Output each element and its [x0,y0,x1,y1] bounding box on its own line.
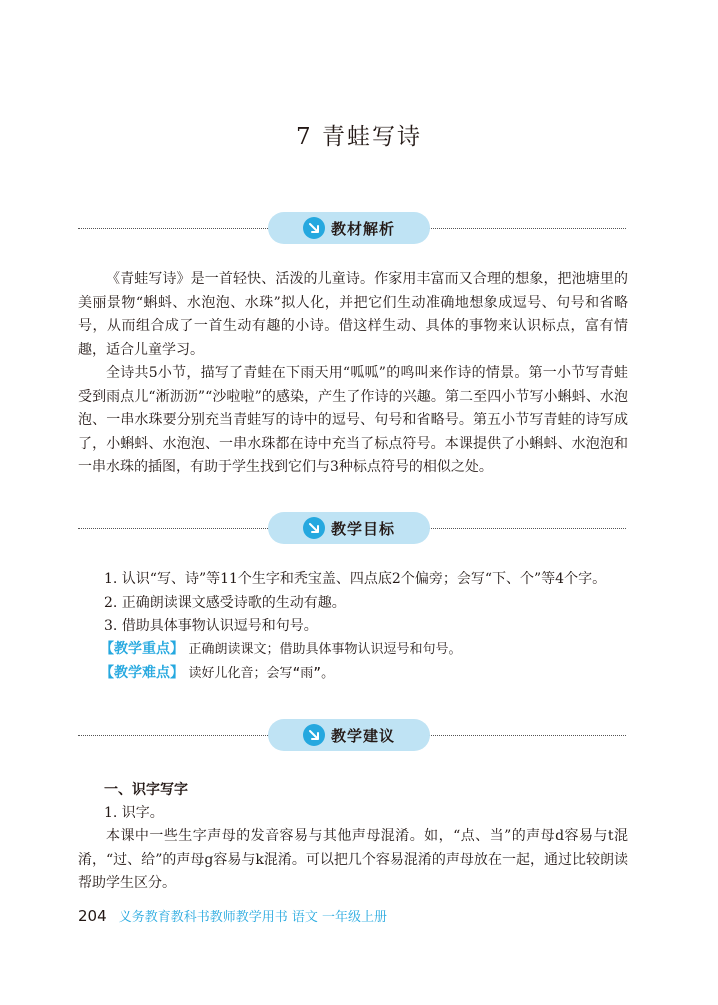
section-pill [268,719,430,751]
difficulty-row [100,662,640,686]
goals-highlights [100,638,640,685]
section-header-analysis [78,212,626,246]
suggestion-paragraph: 本课中一些生字声母的发音容易与其他声母混淆。如，“点、当”的声母d容易与t混淆，“过、给”的声母g容易与k混淆。可以把几个容易混淆的声母放在一起，通过比较朗读帮助学生区分。 [78,828,628,891]
suggestion-item-1: 1. 识字。 [104,805,164,821]
page-title: 7 青蛙写诗 [296,124,422,150]
goal-item-1: 1. 认识“写、诗”等11个生字和秃宝盖、四点底2个偏旁；会写“下、个”等4个字。 [104,571,607,587]
section-title: 教学建议 [330,726,395,745]
page-number: 204 [78,907,107,925]
goal-item-2: 2. 正确朗读课文感受诗歌的生动有趣。 [104,594,346,611]
goal-item-3: 3. 借助具体事物认识逗号和句号。 [104,618,318,634]
analysis-paragraph-1: 《青蛙写诗》是一首轻快、活泼的儿童诗。作家用丰富而又合理的想象，把池塘里的美丽景物“蝌蚪、水泡泡、水珠”拟人化，并把它们生动准确地想象成逗号、句号和省略号，从而组合成了一首生动有趣的小诗。借这样生动、具体的事物来认识标点，富有情趣，适合儿童学习。 [78,271,628,358]
subheading: 一、识字写字 [104,782,188,798]
difficulty-label: 【教学难点】 [100,664,184,681]
section-pill [268,212,430,244]
arrow-down-right-icon [303,724,325,746]
page-footer [78,906,387,925]
key-point-label: 【教学重点】 [100,641,184,657]
key-point-text: 正确朗读课文；借助具体事物认识逗号和句号。 [188,642,462,657]
key-point-row [100,638,640,662]
section-title: 教学目标 [330,519,395,538]
arrow-down-right-icon [303,517,325,539]
section-pill [268,512,430,544]
difficulty-text: 读好儿化音；会写“雨”。 [188,665,335,681]
analysis-paragraph-2: 全诗共5小节，描写了青蛙在下雨天用“呱呱”的鸣叫来作诗的情景。第一小节写青蛙受到雨点儿“淅沥沥”“沙啦啦”的感染，产生了作诗的兴趣。第二至四小节写小蝌蚪、水泡泡、一串水珠要分别充当青蛙写的诗中的逗号、句号和省略号。第五小节写青蛙的诗写成了，小蝌蚪、水泡泡、一串水珠都在诗中充当了标点符号。本课提供了小蝌蚪、水泡泡和一串水珠的插图，有助于学生找到它们与3种标点符号的相似之处。 [78,365,628,475]
section-title: 教材解析 [330,219,395,238]
goals-list [104,568,644,639]
arrow-down-right-icon [303,217,325,239]
section-header-suggestions [78,719,626,753]
book-title: 义务教育教科书教师教学用书 语文 一年级上册 [118,910,388,925]
section-header-goals [78,512,626,546]
